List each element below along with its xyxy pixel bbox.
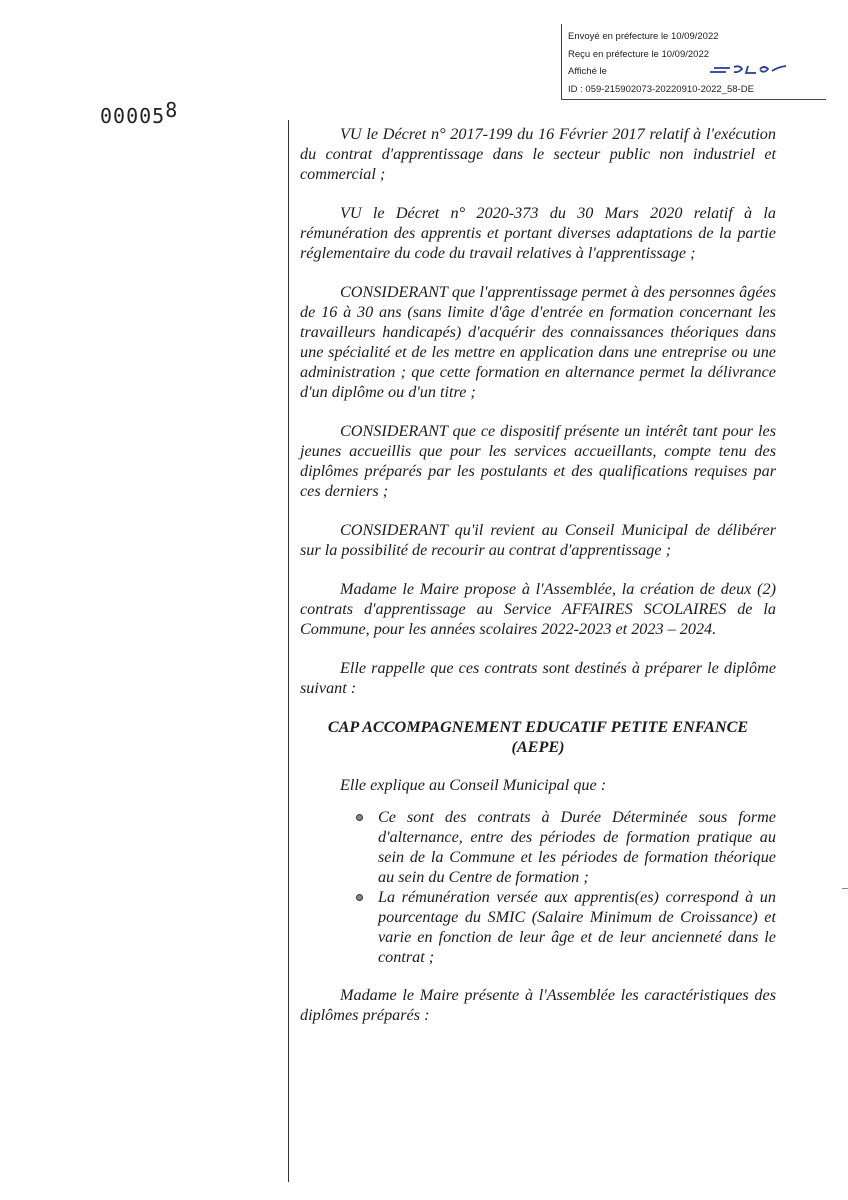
scan-edge-mark <box>842 888 848 889</box>
diploma-heading: CAP ACCOMPAGNEMENT EDUCATIF PETITE ENFANCE (AEPE) <box>327 718 749 756</box>
bullet-text: La rémunération versée aux apprentis(es) correspond à un pourcentage du SMIC (Salaire Minimum de Croissance) et varie en fonction de leur âge et de leur ancienneté dans le contrat ; <box>378 888 776 966</box>
paragraph-reminder: Elle rappelle que ces contrats sont destinés à préparer le diplôme suivant : <box>300 659 776 697</box>
bullet-icon <box>356 814 363 821</box>
stamp-signature-logo <box>708 63 788 77</box>
prefecture-stamp <box>561 24 826 100</box>
stamp-id: ID : 059-215902073-20220910-2022_58-DE <box>568 83 754 95</box>
document-number-main: 00005 <box>100 104 166 128</box>
margin-rule <box>288 120 289 1182</box>
bullet-list <box>300 807 776 967</box>
list-item <box>378 807 776 887</box>
stamp-sent-date: Envoyé en préfecture le 10/09/2022 <box>568 31 719 42</box>
paragraph-proposal: Madame le Maire propose à l'Assemblée, la création de deux (2) contrats d'apprentissage au Service AFFAIRES SCOLAIRES de la Commune, pour les années scolaires 2022-2023 et 2023 – 2024. <box>300 580 776 638</box>
document-number-last-digit: 8 <box>165 98 179 122</box>
paragraph-considerant-1: CONSIDERANT que l'apprentissage permet à des personnes âgées de 16 à 30 ans (sans limite d'âge d'entrée en formation concernant les travailleurs handicapés) d'acquérir des connaissances théoriques dans une spécialité et de les mettre en application dans une entreprise ou une administration ; que cette formation en alternance permet la délivrance d'un diplôme ou d'un titre ; <box>300 283 776 401</box>
paragraph-decree-2017: VU le Décret n° 2017-199 du 16 Février 2017 relatif à l'exécution du contrat d'apprentissage dans le secteur public non industriel et commercial ; <box>300 125 776 183</box>
list-item <box>378 887 776 967</box>
document-body <box>300 124 776 1044</box>
stamp-posted-label: Affiché le <box>568 66 607 77</box>
stamp-received-date: Reçu en préfecture le 10/09/2022 <box>568 48 710 60</box>
paragraph-considerant-3: CONSIDERANT qu'il revient au Conseil Municipal de délibérer sur la possibilité de recourir au contrat d'apprentissage ; <box>300 521 776 559</box>
stamp-posted <box>568 63 826 81</box>
paragraph-decree-2020: VU le Décret n° 2020-373 du 30 Mars 2020 relatif à la rémunération des apprentis et portant diverses adaptations de la partie réglementaire du code du travail relatives à l'apprentissage ; <box>300 204 776 262</box>
paragraph-closing: Madame le Maire présente à l'Assemblée les caractéristiques des diplômes préparés : <box>300 986 776 1024</box>
paragraph-explain-intro: Elle explique au Conseil Municipal que : <box>340 776 607 794</box>
bullet-icon <box>356 894 363 901</box>
bullet-text: Ce sont des contrats à Durée Déterminée sous forme d'alternance, entre des périodes de formation pratique au sein de la Commune et les périodes de formation théorique au sein du Centre de formation ; <box>378 808 776 886</box>
document-number <box>100 98 179 128</box>
paragraph-considerant-2: CONSIDERANT que ce dispositif présente un intérêt tant pour les jeunes accueillis que pour les services accueillants, compte tenu des diplômes préparés par les postulants et des qualifications requises par ces derniers ; <box>300 422 776 500</box>
